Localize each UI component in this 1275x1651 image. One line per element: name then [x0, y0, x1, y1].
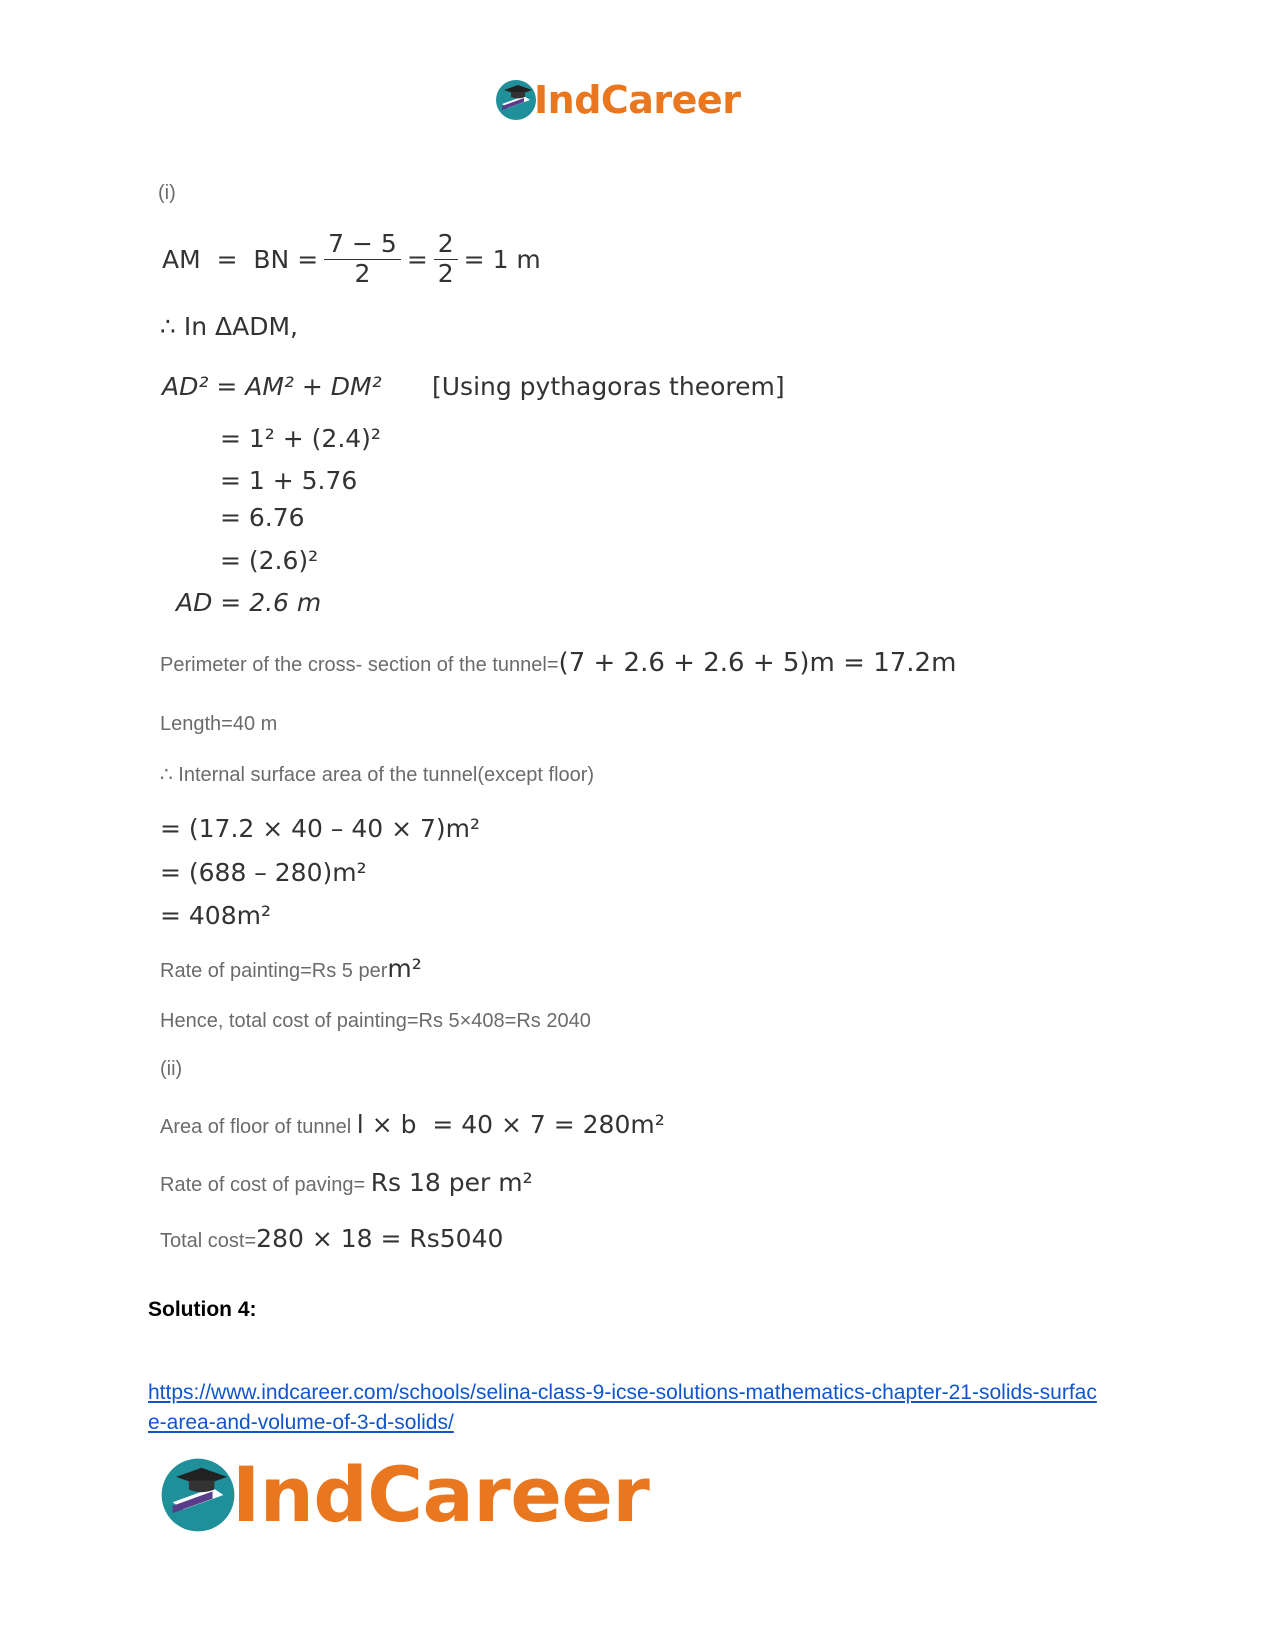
am-eq: =: [406, 244, 428, 274]
footer-logo-text: IndCareer: [232, 1450, 650, 1539]
pythagoras-note: [Using pythagoras theorem]: [432, 372, 785, 401]
fraction-2-denominator: 2: [437, 258, 454, 288]
fraction-2: [434, 230, 458, 289]
ad-squared-equation: AD² = AM² + DM²: [162, 372, 382, 401]
part-i-label: (i): [158, 182, 176, 204]
fraction-2-numerator: 2: [434, 230, 458, 260]
footer-logo: [158, 1450, 649, 1539]
triangle-adm-line: ∴ In ΔADM,: [160, 312, 298, 341]
am-bn-equation: [162, 230, 541, 289]
rate-paving-line: [160, 1168, 533, 1197]
floor-area-label: Area of floor of tunnel: [160, 1116, 357, 1138]
floor-area-line: [160, 1110, 665, 1139]
area-step-1: = (17.2 × 40 – 40 × 7)m²: [160, 814, 481, 843]
step-4: = (2.6)²: [220, 546, 319, 575]
step-1: = 1² + (2.4)²: [220, 424, 381, 453]
part-ii-label: (ii): [160, 1058, 183, 1080]
total-cost-value: 280 × 18 = Rs5040: [256, 1224, 504, 1253]
area-step-3: = 408m²: [160, 901, 271, 930]
rate-paving-label: Rate of cost of paving=: [160, 1174, 371, 1196]
am-rhs: = 1 m: [463, 244, 541, 274]
ad-result: AD = 2.6 m: [176, 588, 322, 617]
internal-area-label: ∴ Internal surface area of the tunnel(except floor): [160, 764, 595, 786]
graduate-book-icon: [494, 78, 538, 122]
perimeter-value: (7 + 2.6 + 2.6 + 5)m = 17.2m: [558, 648, 957, 678]
step-2: = 1 + 5.76: [220, 466, 358, 495]
graduate-book-icon: [158, 1455, 238, 1535]
length-line: Length=40 m: [160, 713, 278, 735]
source-url-link[interactable]: https://www.indcareer.com/schools/selina-class-9-icse-solutions-mathematics-chapter-21-solids-surface-area-and-volume-of-3-d-solids/: [148, 1381, 1097, 1434]
fraction-1-denominator: 2: [354, 258, 371, 288]
rate-painting-line: [160, 954, 422, 983]
am-lhs: AM = BN =: [162, 244, 319, 274]
header-logo-text: IndCareer: [534, 78, 741, 122]
rate-paving-value: Rs 18 per m²: [370, 1168, 533, 1197]
rate-painting-label: Rate of painting=Rs 5 per: [160, 960, 388, 982]
perimeter-label: Perimeter of the cross- section of the tunnel=: [160, 654, 559, 676]
solution-4-heading: Solution 4:: [148, 1298, 257, 1321]
fraction-1: [324, 230, 401, 289]
fraction-1-numerator: 7 − 5: [324, 230, 401, 260]
total-cost-line: [160, 1224, 503, 1253]
total-painting-cost: Hence, total cost of painting=Rs 5×408=Rs 2040: [160, 1010, 591, 1032]
step-3: = 6.76: [220, 503, 305, 532]
perimeter-line: [160, 648, 956, 678]
floor-area-value: l × b = 40 × 7 = 280m²: [356, 1110, 665, 1139]
area-step-2: = (688 – 280)m²: [160, 858, 367, 887]
header-logo: [494, 78, 740, 122]
total-cost-label: Total cost=: [160, 1230, 257, 1252]
rate-painting-unit: m²: [387, 954, 422, 983]
